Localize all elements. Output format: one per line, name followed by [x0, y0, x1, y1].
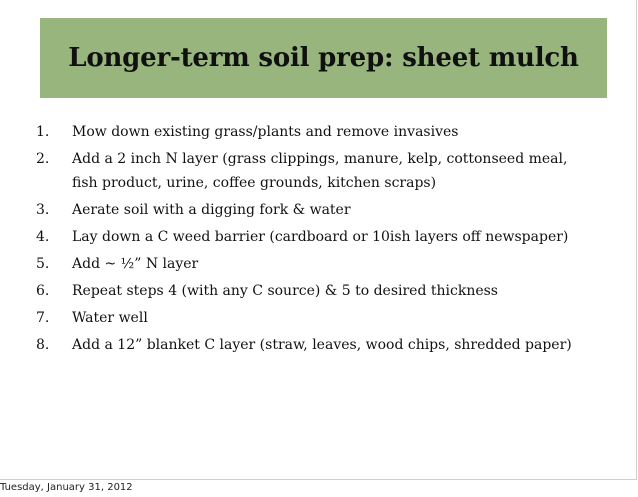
title-bar: [40, 18, 607, 98]
step-number: 5.: [36, 256, 50, 272]
list-item: [36, 333, 596, 357]
step-text: Add ~ ½” N layer: [72, 256, 199, 272]
step-number: 1.: [36, 124, 50, 140]
step-number: 4.: [36, 229, 50, 245]
list-item: [36, 147, 596, 195]
step-list: [36, 120, 596, 360]
step-number: 2.: [36, 151, 50, 167]
list-item: [36, 225, 596, 249]
step-text: Aerate soil with a digging fork & water: [72, 202, 351, 218]
list-item: [36, 279, 596, 303]
slide-title: Longer-term soil prep: sheet mulch: [68, 43, 579, 73]
step-text: Add a 12” blanket C layer (straw, leaves, wood chips, shredded paper): [72, 337, 572, 353]
step-text: Mow down existing grass/plants and remove invasives: [72, 124, 459, 140]
step-number: 6.: [36, 283, 50, 299]
step-text: Add a 2 inch N layer (grass clippings, manure, kelp, cottonseed meal, fish product, urine, coffee grounds, kitchen scraps): [72, 151, 568, 191]
list-item: [36, 198, 596, 222]
footer-date: Tuesday, January 31, 2012: [0, 482, 133, 493]
step-number: 7.: [36, 310, 50, 326]
step-text: Lay down a C weed barrier (cardboard or 10ish layers off newspaper): [72, 229, 569, 245]
step-text: Water well: [72, 310, 148, 326]
step-text: Repeat steps 4 (with any C source) & 5 to desired thickness: [72, 283, 498, 299]
list-item: [36, 120, 596, 144]
list-item: [36, 306, 596, 330]
list-item: [36, 252, 596, 276]
step-number: 8.: [36, 337, 50, 353]
step-number: 3.: [36, 202, 50, 218]
